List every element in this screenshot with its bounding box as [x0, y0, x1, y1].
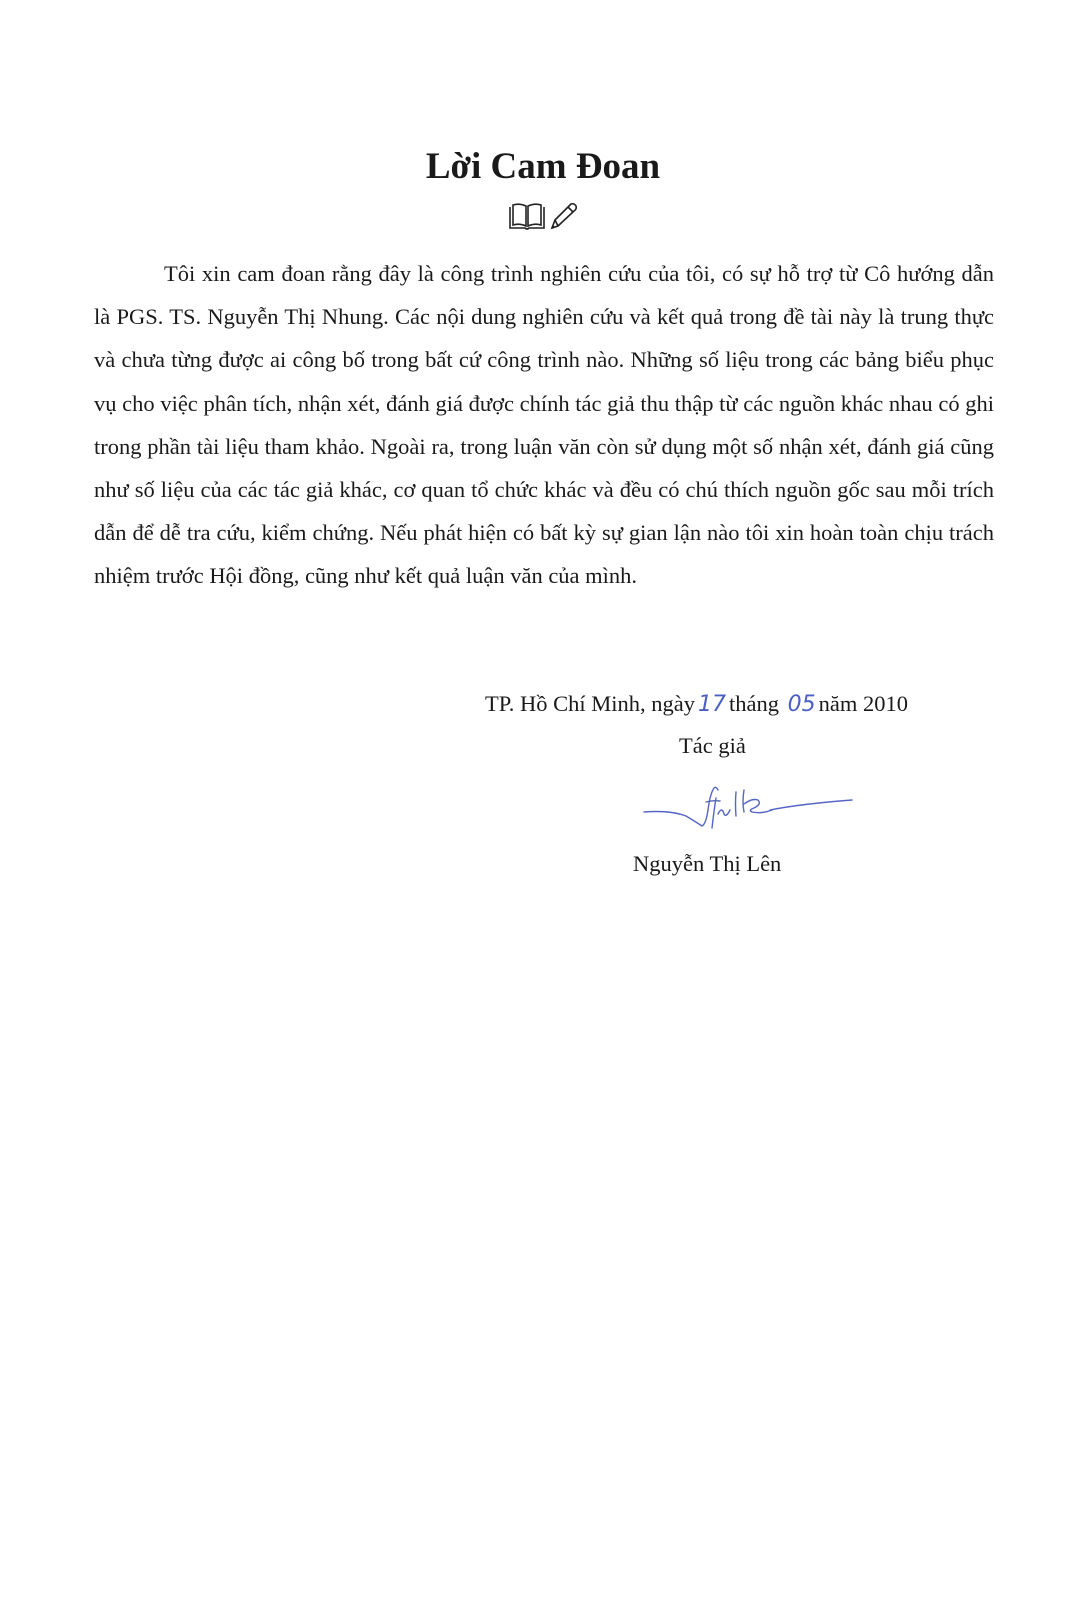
date-day-handwritten: 17 — [698, 692, 727, 717]
author-signature — [640, 780, 855, 835]
date-year: năm 2010 — [818, 691, 909, 716]
declaration-paragraph: Tôi xin cam đoan rằng đây là công trình nghiên cứu của tôi, có sự hỗ trợ từ Cô hướng dẫn là PGS. TS. Nguyễn Thị Nhung. Các nội dung nghiên cứu và kết quả trong đề tài này là trung thực và chưa từng được ai công bố trong bất cứ công trình nào. Những số liệu trong các bảng biểu phục vụ cho việc phân tích, nhận xét, đánh giá được chính tác giả thu thập từ các nguồn khác nhau có ghi trong phần tài liệu tham khảo. Ngoài ra, trong luận văn còn sử dụng một số nhận xét, đánh giá cũng như số liệu của các tác giả khác, cơ quan tổ chức khác và đều có chú thích nguồn gốc sau mỗi trích dẫn để dễ tra cứu, kiểm chứng. Nếu phát hiện có bất kỳ sự gian lận nào tôi xin hoàn toàn chịu trách nhiệm trước Hội đồng, cũng như kết quả luận văn của mình. — [94, 261, 994, 589]
date-line — [485, 686, 908, 723]
page-title: Lời Cam Đoan — [425, 146, 661, 187]
date-month-handwritten: 05 — [787, 692, 816, 717]
author-label: Tác giả — [679, 733, 746, 758]
book-pencil-ornament — [508, 201, 580, 233]
date-month-label: tháng — [729, 691, 780, 716]
author-name: Nguyễn Thị Lên — [633, 851, 782, 876]
pencil-icon — [552, 204, 576, 228]
open-book-icon — [510, 204, 544, 229]
date-prefix: TP. Hồ Chí Minh, ngày — [485, 691, 696, 716]
